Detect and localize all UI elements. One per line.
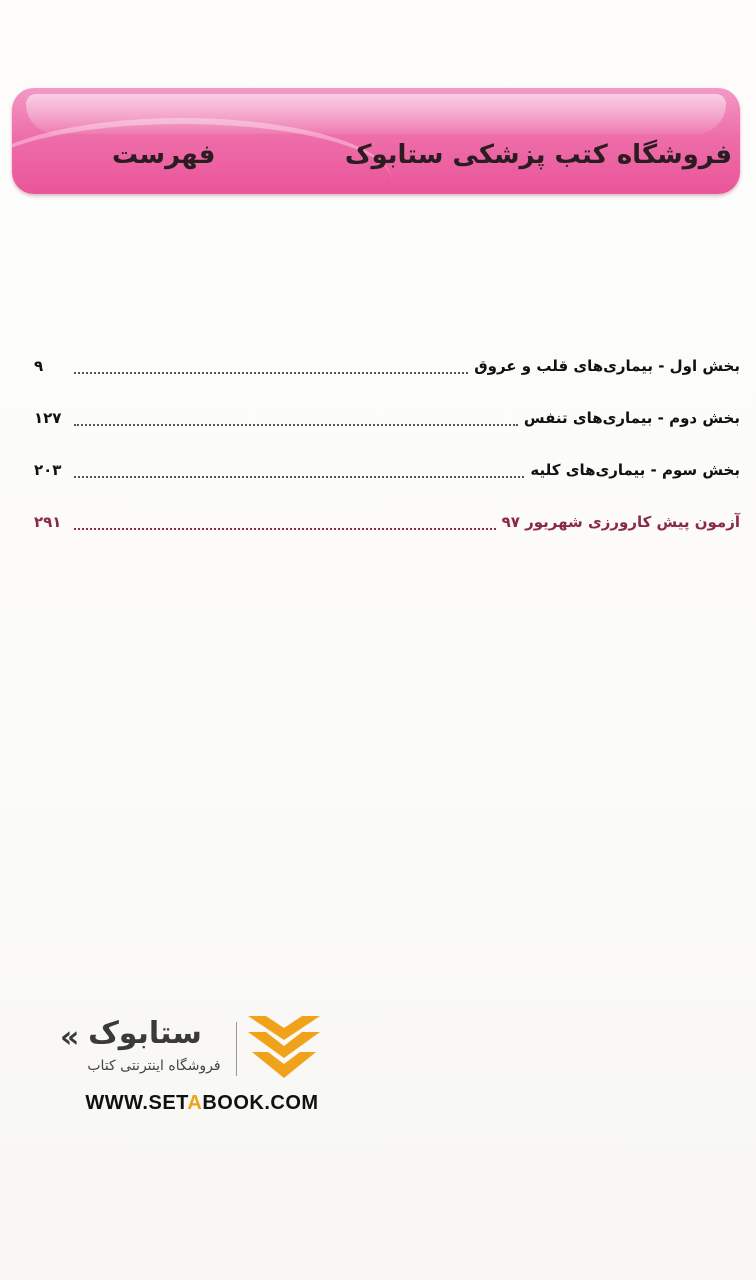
toc-leader-dots xyxy=(74,514,496,530)
store-title: فروشگاه کتب پزشکی ستابوک xyxy=(344,140,732,170)
table-of-contents xyxy=(34,340,740,548)
brand-tagline: فروشگاه اینترنتی کتاب xyxy=(87,1058,221,1074)
brand-wordmark: ستابوک xyxy=(88,1016,202,1051)
toc-item-title: آزمون پیش کارورزی شهریور ۹۷ xyxy=(501,513,740,531)
toc-item-page: ۹ xyxy=(34,357,44,375)
toc-leader-dots xyxy=(74,462,524,478)
toc-item[interactable] xyxy=(34,444,740,496)
page-heading: فهرست xyxy=(112,140,216,170)
brand-logo[interactable] xyxy=(60,1012,340,1122)
toc-item-exam[interactable] xyxy=(34,496,740,548)
toc-item-title: بخش دوم - بیماری‌های تنفس xyxy=(523,409,740,427)
chevron-stack-icon xyxy=(248,1016,320,1082)
brand-divider xyxy=(236,1022,237,1076)
double-chevron-icon: « xyxy=(60,1020,80,1055)
toc-item-page: ۲۹۱ xyxy=(34,513,62,531)
url-accent: A xyxy=(187,1092,203,1114)
toc-item[interactable] xyxy=(34,392,740,444)
website-url[interactable] xyxy=(72,1092,332,1115)
toc-leader-dots xyxy=(74,410,518,426)
toc-leader-dots xyxy=(74,358,468,374)
url-prefix: WWW.SET xyxy=(85,1092,188,1114)
header-banner xyxy=(12,88,740,194)
toc-item-page: ۱۲۷ xyxy=(34,409,62,427)
url-suffix: BOOK.COM xyxy=(202,1092,319,1114)
toc-item-page: ۲۰۳ xyxy=(34,461,62,479)
toc-item-title: بخش اول - بیماری‌های قلب و عروق xyxy=(474,357,740,375)
toc-item[interactable] xyxy=(34,340,740,392)
toc-item-title: بخش سوم - بیماری‌های کلیه xyxy=(530,461,740,479)
